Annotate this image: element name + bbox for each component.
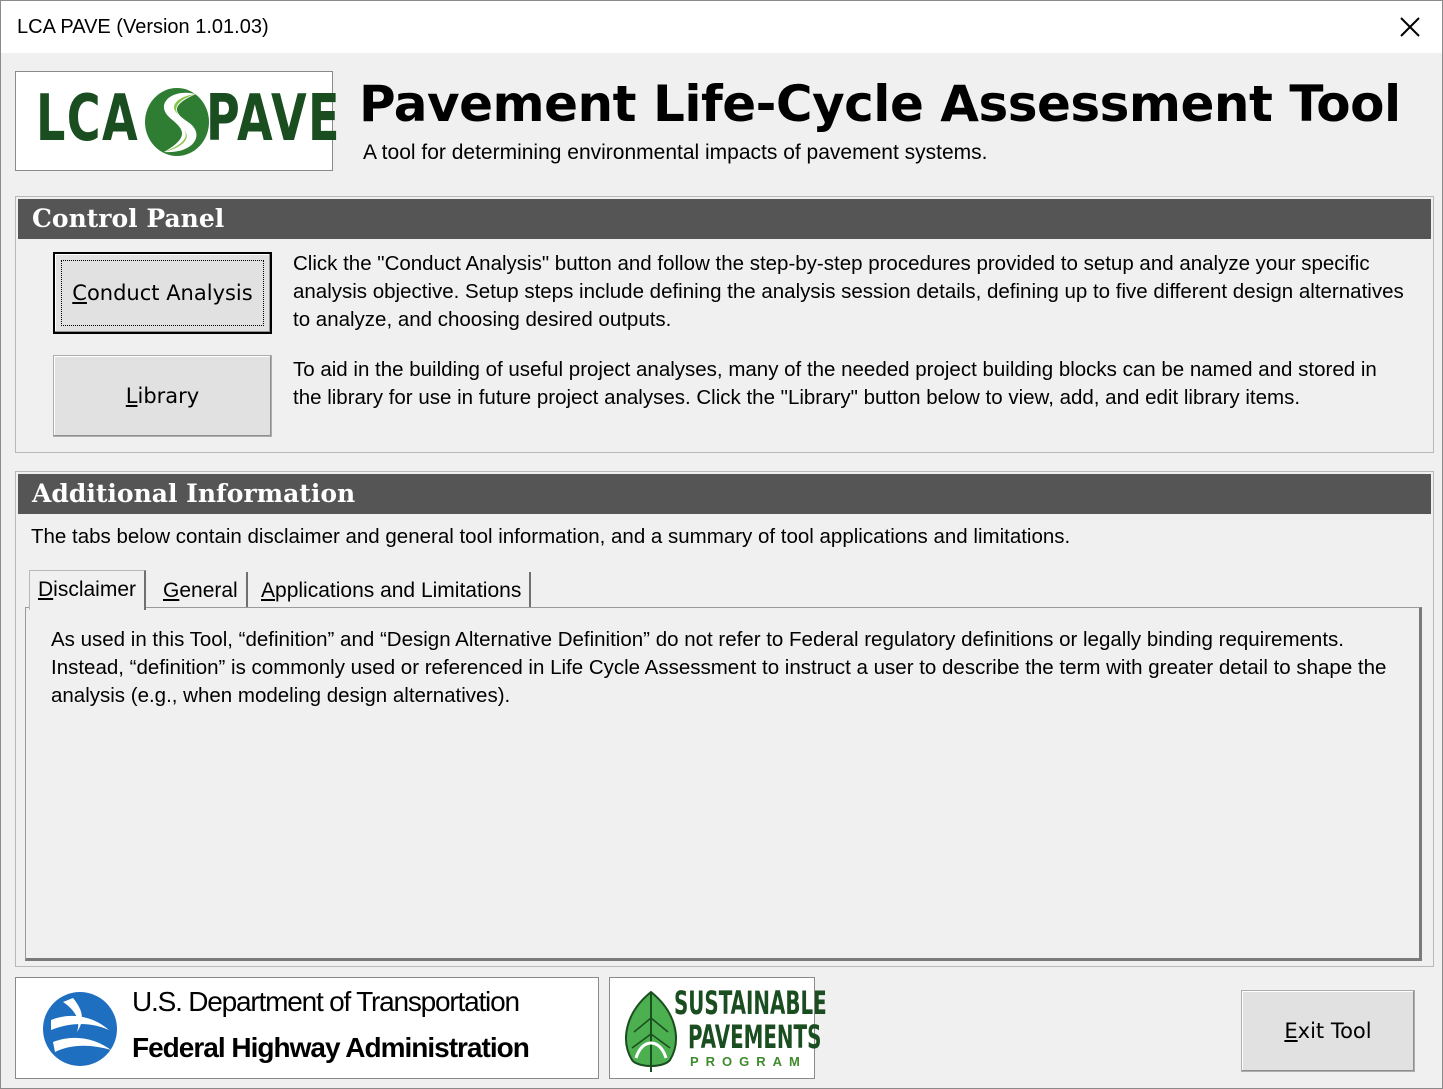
tab-general-label: eneral [179,579,238,602]
control-panel [15,196,1434,453]
conduct-analysis-button[interactable] [53,252,272,334]
tab-applications-limitations[interactable] [253,572,531,610]
disclaimer-text: As used in this Tool, “definition” and “Design Alternative Definition” do not refer to Federal regulatory definitions or legally binding requirements. Instead, “definition” is commonly used or referenced in Life Cycle Assessment to instruct a user to describe the term with greater detail to shape the analysis (e.g., when modeling design alternatives). [51,628,1387,707]
disclaimer-tab-panel [25,607,1422,961]
conduct-analysis-accelerator: C [72,281,87,305]
tab-applications-label: pplications and Limitations [275,579,522,602]
exit-tool-accelerator: E [1284,1019,1298,1043]
logo-pave-text: PAVE [206,82,341,156]
exit-tool-label [1284,1019,1371,1043]
control-panel-heading: Control Panel [18,199,1431,239]
tab-applications-accelerator: A [261,579,276,602]
tab-general[interactable] [155,572,248,610]
conduct-analysis-label-rest: onduct Analysis [86,281,253,305]
page-title: Pavement Life-Cycle Assessment Tool [359,75,1401,133]
sp-line3: PROGRAM [690,1054,807,1069]
sp-line1: SUSTAINABLE [674,984,827,1022]
close-icon [1399,16,1421,38]
exit-tool-button[interactable] [1241,990,1415,1072]
library-label [126,384,199,408]
exit-tool-label-rest: xit Tool [1297,1019,1372,1043]
page-subtitle: A tool for determining environmental impacts of pavement systems. [363,141,988,164]
usdot-fhwa-logo [15,977,599,1079]
tab-general-accelerator: G [163,579,180,602]
tab-disclaimer-label: isclaimer [53,578,137,601]
fhwa-name: Federal Highway Administration [132,1032,529,1063]
tab-disclaimer-accelerator: D [38,578,54,601]
tab-disclaimer[interactable] [29,570,146,610]
window-title: LCA PAVE (Version 1.01.03) [17,16,269,38]
library-label-rest: ibrary [137,384,200,408]
sp-line2: PAVEMENTS [688,1018,822,1056]
library-accelerator: L [125,384,138,408]
lca-swirl-icon [142,84,212,160]
sustainable-pavements-logo [609,977,827,1079]
close-button[interactable] [1390,7,1430,47]
title-bar [1,1,1442,53]
additional-info-intro: The tabs below contain disclaimer and general tool information, and a summary of tool applications and limitations. [31,525,1071,548]
logo-lca-text: LCA [36,82,140,156]
dot-logo-icon [41,990,119,1068]
lca-pave-logo [15,71,341,171]
focus-rectangle [61,260,264,326]
conduct-analysis-description: Click the "Conduct Analysis" button and follow the step-by-step procedures provided to setup and analyze your specific analysis objective. Setup steps include defining the analysis session details, defining up to five different design alternatives to analyze, and choosing desired outputs. [293,252,1404,331]
additional-info-heading: Additional Information [18,474,1431,514]
library-button[interactable] [53,355,272,437]
dot-name: U.S. Department of Transportation [132,986,519,1017]
library-description: To aid in the building of useful project analyses, many of the needed project building blocks can be named and stored in the library for use in future project analyses. Click the "Library" button below to view, add, and edit library items. [293,358,1377,409]
